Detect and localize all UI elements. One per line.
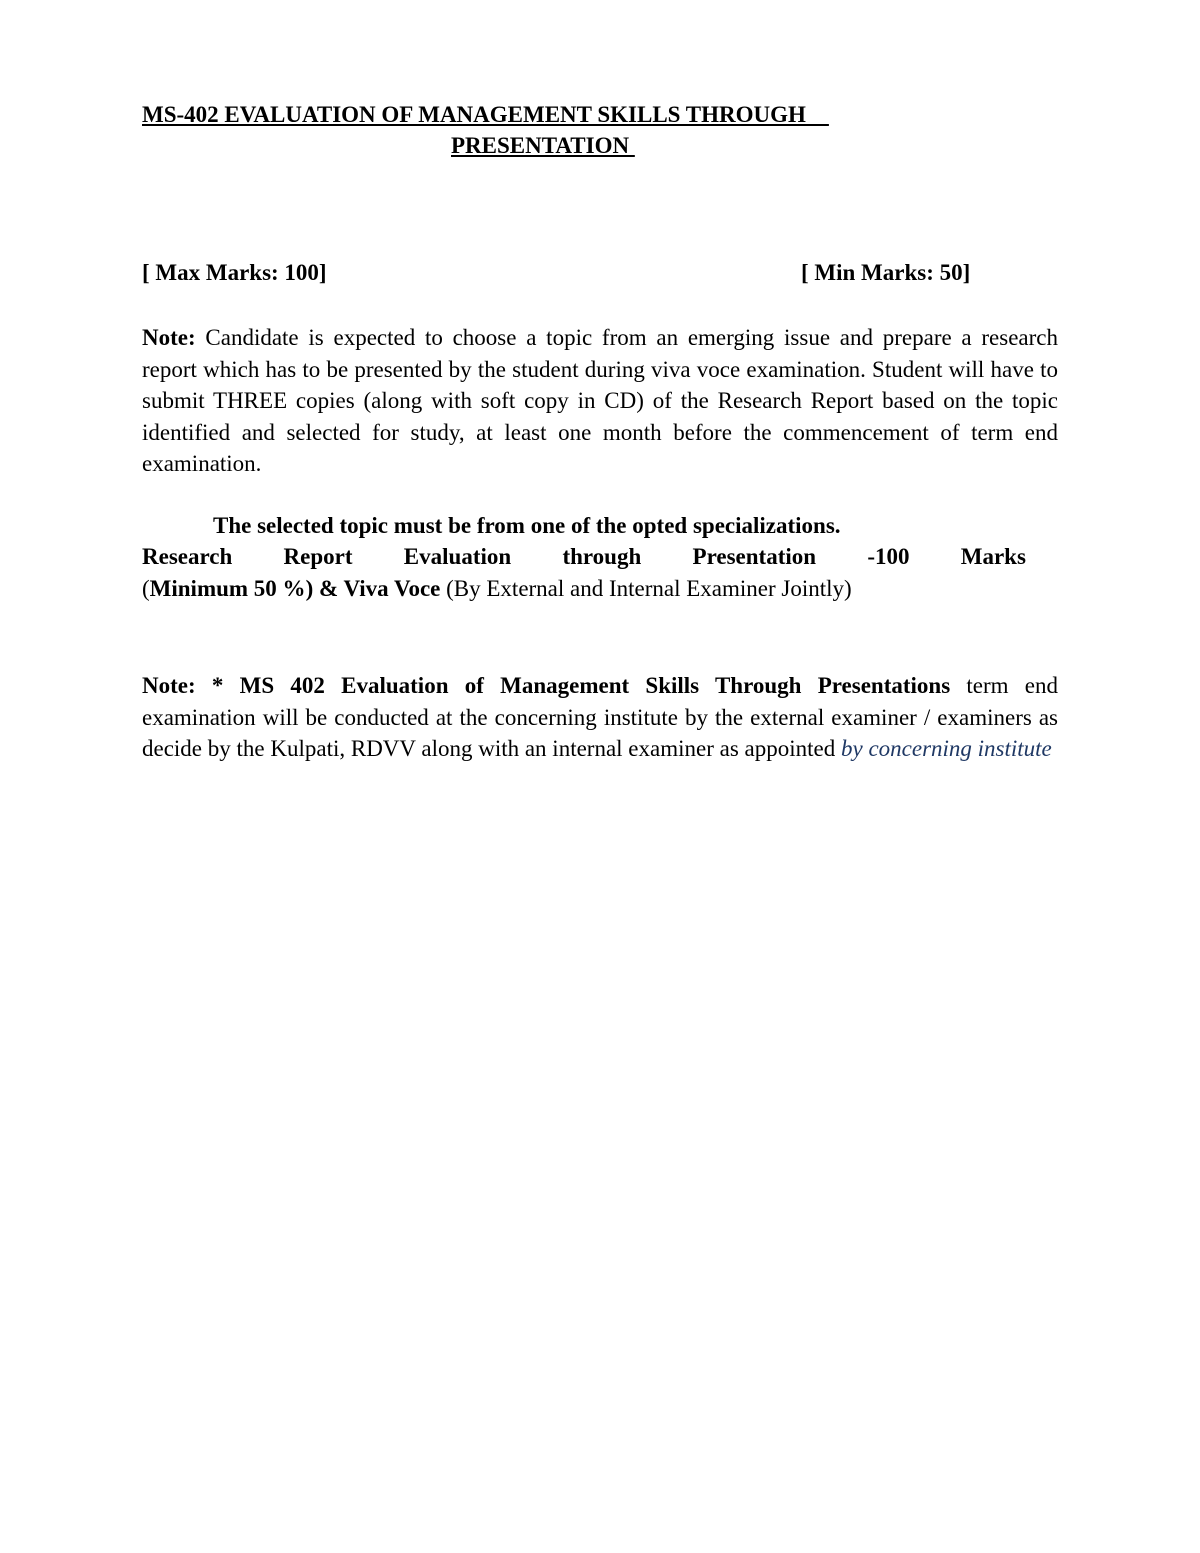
note-paragraph-1 <box>142 322 1058 480</box>
examiner-info: (By External and Internal Examiner Jointly) <box>440 576 852 601</box>
evaluation-word: -100 <box>867 544 910 569</box>
evaluation-word: Presentation <box>692 544 817 569</box>
note2-text: term end examination will be conducted at the concerning institute by the external examiner / examiners as decide by the Kulpati, RDVV along with an internal examiner as appointed <box>142 673 1059 761</box>
note2-label: Note: * MS 402 Evaluation of Management Skills Through Presentations <box>142 673 951 698</box>
document-page <box>142 0 1058 1553</box>
open-paren: ( <box>142 576 150 601</box>
viva-voce: Viva Voce <box>343 576 441 601</box>
note-text: Candidate is expected to choose a topic from an emerging issue and prepare a research report which has to be presented by the student during viva voce examination. Student will have to submit THREE copies (along with soft copy in CD) of the Research Report based on the topic identified and selected for study, at least one month before the commencement of term end examination. <box>142 325 1058 476</box>
close-amp: ) & <box>305 576 344 601</box>
note2-italic-tail: by concerning institute <box>840 736 1052 761</box>
note-label: Note: <box>142 325 196 350</box>
evaluation-word: Marks <box>960 544 1026 569</box>
minimum-percent: Minimum 50 % <box>149 576 306 601</box>
evaluation-line <box>142 541 1026 572</box>
evaluation-line-2 <box>142 573 852 604</box>
selected-topic-line: The selected topic must be from one of the opted specializations. <box>213 513 841 538</box>
evaluation-word: Evaluation <box>403 544 512 569</box>
document-title-line-2: PRESENTATION <box>451 133 635 158</box>
evaluation-word: through <box>562 544 642 569</box>
evaluation-word: Research <box>142 544 233 569</box>
min-marks: [ Min Marks: 50] <box>801 260 971 285</box>
max-marks: [ Max Marks: 100] <box>142 260 327 285</box>
evaluation-word: Report <box>283 544 353 569</box>
document-title-line-1: MS-402 EVALUATION OF MANAGEMENT SKILLS THROUGH <box>142 102 829 127</box>
note-paragraph-2 <box>142 670 1058 765</box>
